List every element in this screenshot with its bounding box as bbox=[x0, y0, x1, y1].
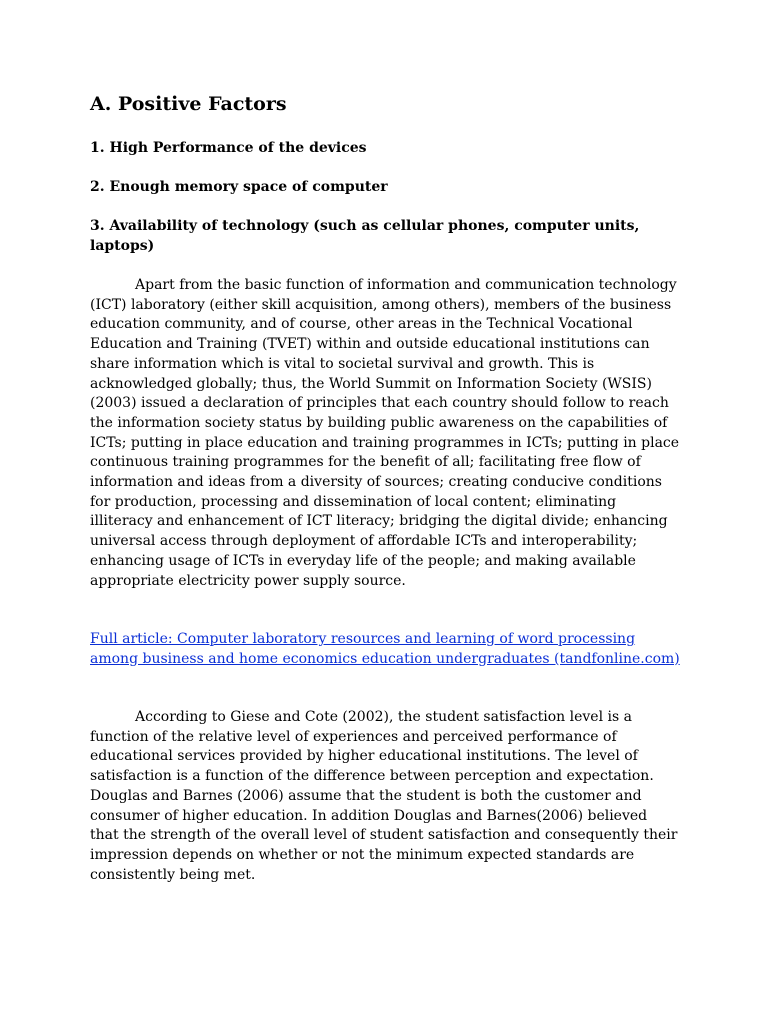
paragraph-student-satisfaction: According to Giese and Cote (2002), the student satisfaction level is a function of the relative level of experiences and perceived performance of educational services provided by higher educational institutions. The level of satisfaction is a function of the difference between perception and expectation. Douglas and Barnes (2006) assume that the student is both the customer and consumer of higher education. In addition Douglas and Barnes(2006) believed that the strength of the overall level of student satisfaction and consequently their impression depends on whether or not the minimum expected standards are consistently being met. bbox=[90, 709, 678, 883]
factor-2-heading: 2. Enough memory space of computer bbox=[90, 179, 388, 195]
article-link-block bbox=[90, 630, 680, 669]
article-link[interactable]: Full article: Computer laboratory resources and learning of word processing among business and home economics education undergraduates (tandfonline.com) bbox=[90, 631, 680, 667]
paragraph-ict-laboratory: Apart from the basic function of information and communication technology (ICT) laboratory (either skill acquisition, among others), members of the business education community, and of course, other areas in the Technical Vocational Education and Training (TVET) within and outside educational institutions can share information which is vital to societal survival and growth. This is acknowledged globally; thus, the World Summit on Information Society (WSIS) (2003) issued a declaration of principles that each country should follow to reach the information society status by building public awareness on the capabilities of ICTs; putting in place education and training programmes in ICTs; putting in place continuous training programmes for the benefit of all; facilitating free flow of information and ideas from a diversity of sources; creating conducive conditions for production, processing and dissemination of local content; eliminating illiteracy and enhancement of ICT literacy; bridging the digital divide; enhancing universal access through deployment of affordable ICTs and interoperability; enhancing usage of ICTs in everyday life of the people; and making available appropriate electricity power supply source. bbox=[90, 277, 680, 589]
factor-3-heading: 3. Availability of technology (such as cellular phones, computer units, laptops) bbox=[90, 218, 640, 254]
factor-1-heading: 1. High Performance of the devices bbox=[90, 140, 367, 156]
section-title: A. Positive Factors bbox=[90, 93, 287, 115]
